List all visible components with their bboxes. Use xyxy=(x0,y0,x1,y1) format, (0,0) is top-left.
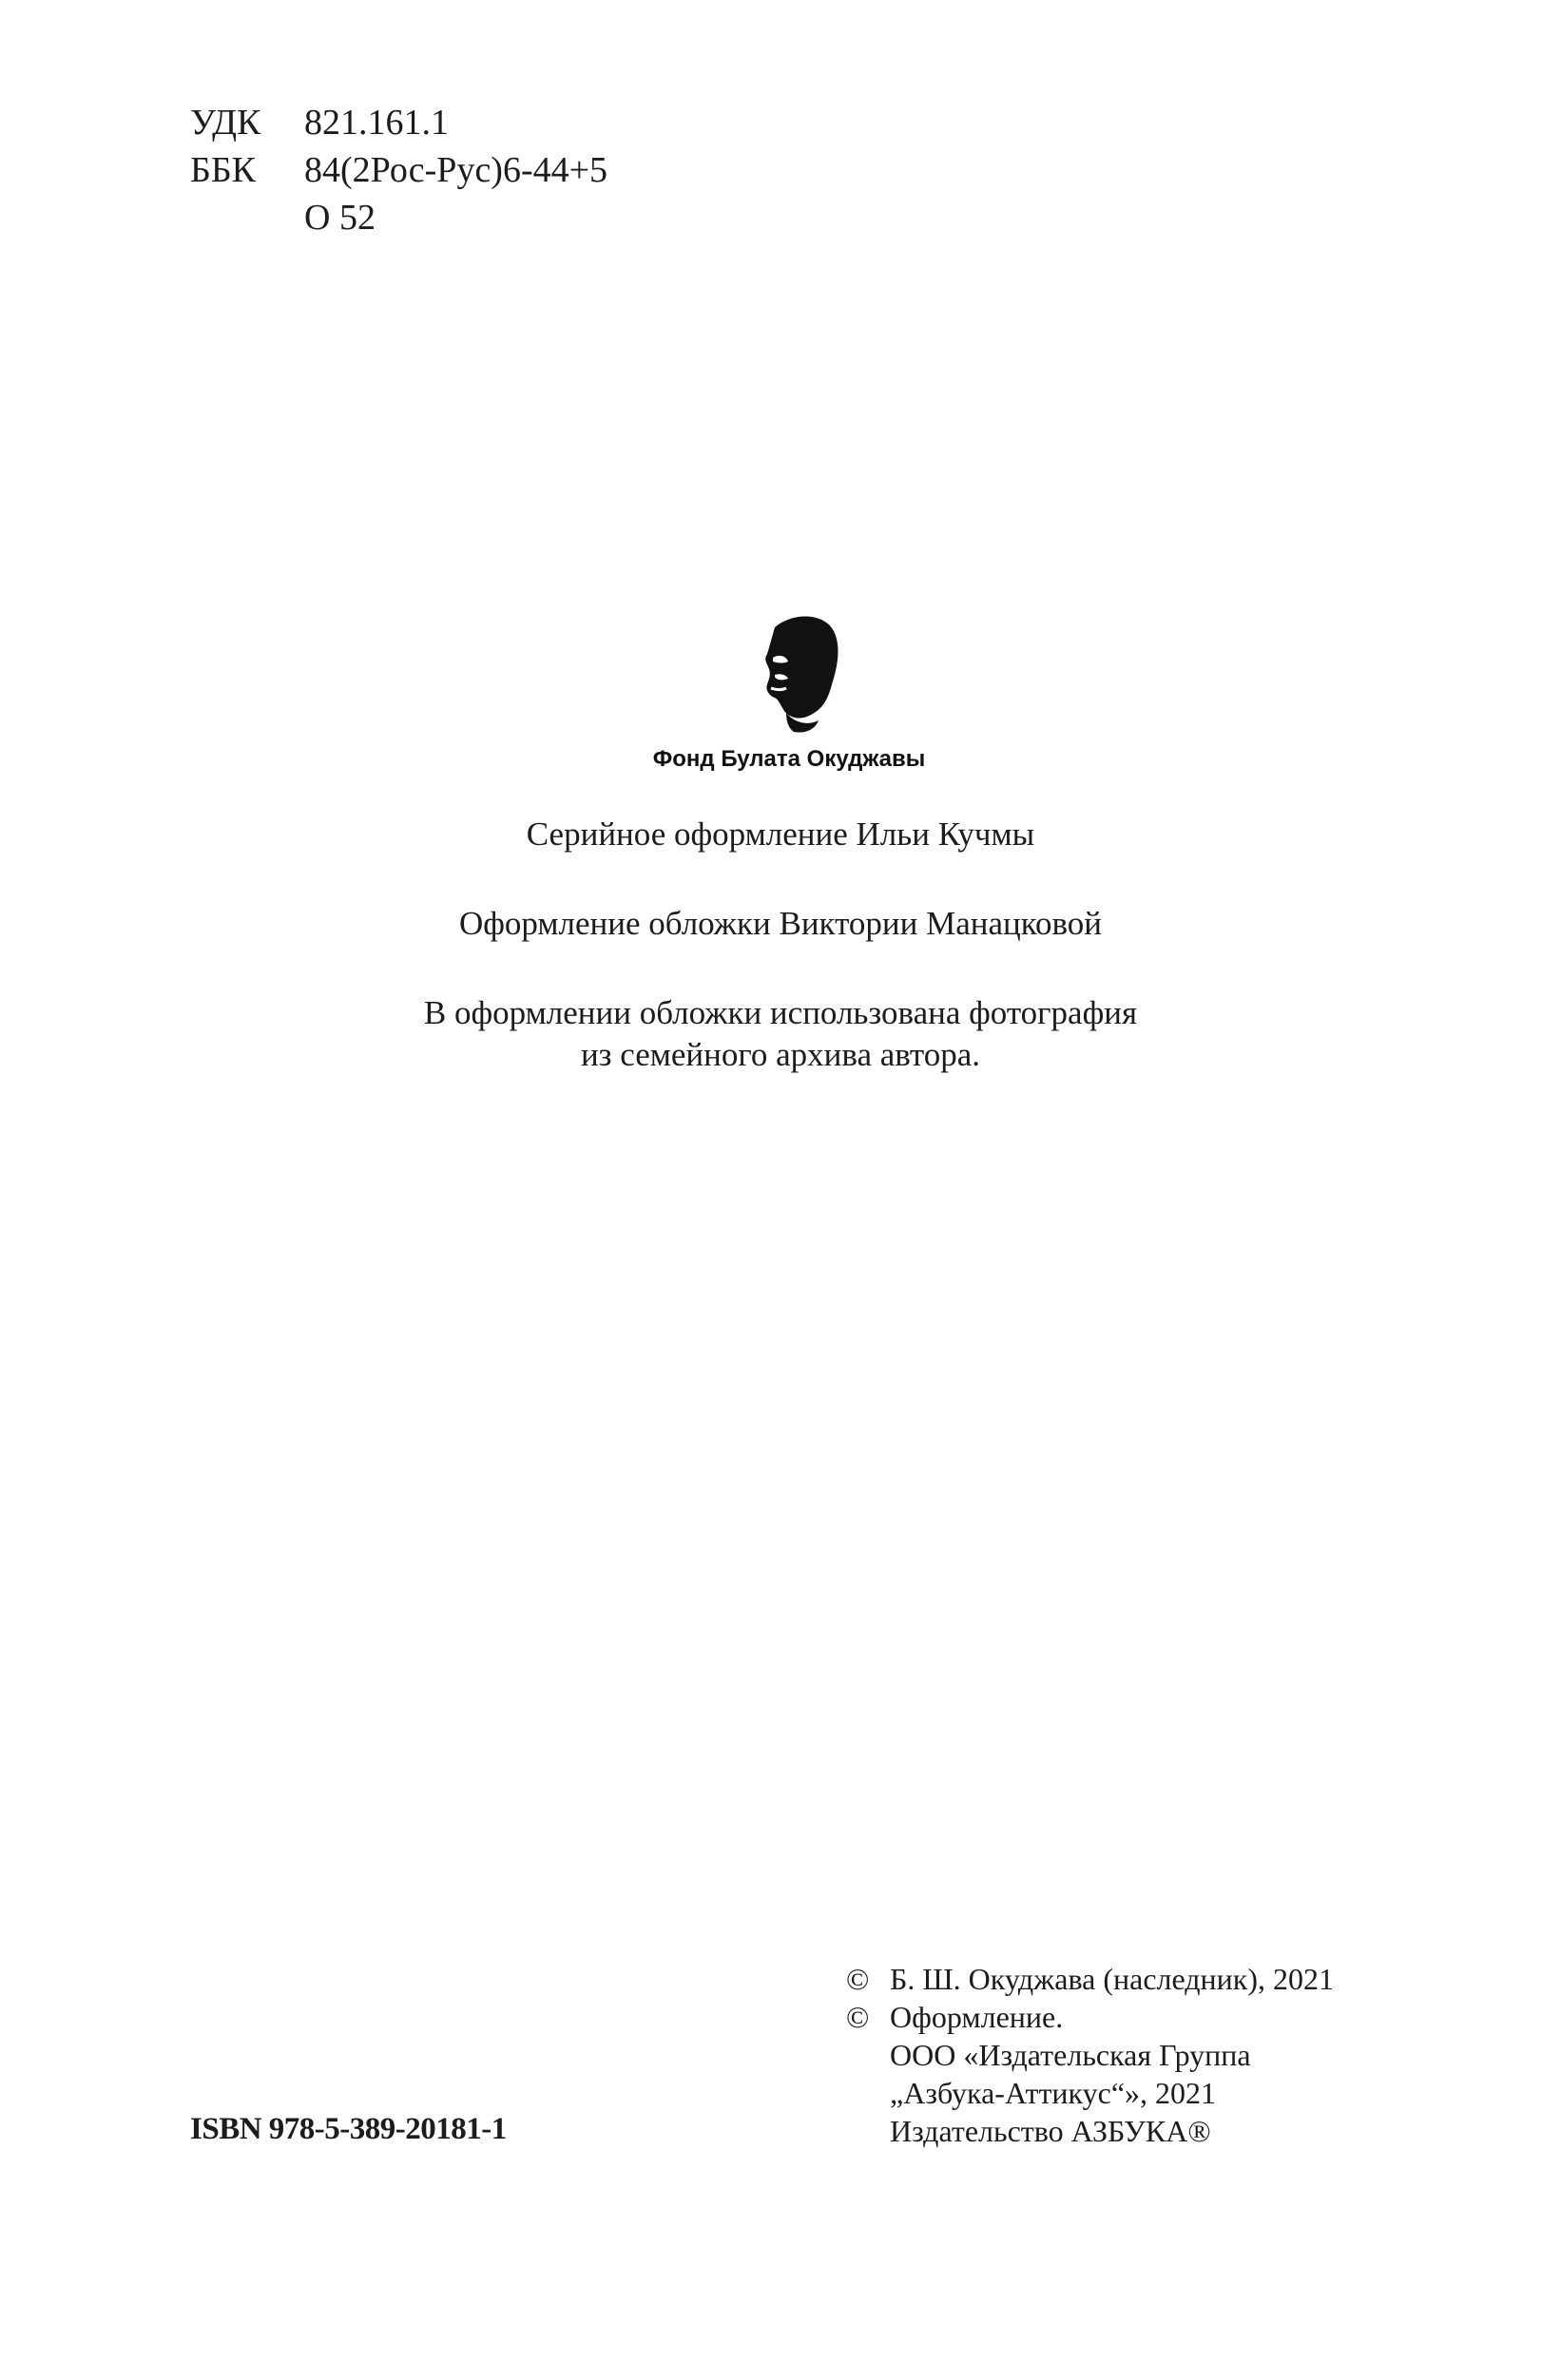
portrait-silhouette-icon xyxy=(652,608,926,779)
photo-credit-line1: В оформлении обложки использована фотография xyxy=(423,994,1138,1031)
cover-design-credit: Оформление обложки Виктории Манацковой xyxy=(458,905,1103,942)
copyright-author: Б. Ш. Окуджава (наследник), 2021 xyxy=(890,1962,1334,1996)
copyright-design: Оформление. xyxy=(890,2000,1064,2034)
copyright-icon: © xyxy=(846,2000,870,2034)
copyright-publisher-line1: ООО «Издательская Группа xyxy=(890,2038,1251,2072)
author-mark: О 52 xyxy=(304,198,376,238)
copyright-publisher-line2: „Азбука-Аттикус“», 2021 xyxy=(890,2076,1217,2110)
bbk-label: ББК xyxy=(190,150,256,190)
author-mark-row xyxy=(190,194,607,241)
udk-row xyxy=(190,99,607,146)
classification-block xyxy=(190,99,607,241)
copyright-publisher-line3: Издательство АЗБУКА® xyxy=(890,2114,1211,2148)
isbn: ISBN 978-5-389-20181-1 xyxy=(190,2112,507,2146)
photo-credit-line2: из семейного архива автора. xyxy=(580,1036,981,1073)
copyright-block xyxy=(846,1960,1334,2150)
foundation-logo xyxy=(652,608,926,779)
udk-label: УДК xyxy=(190,103,261,143)
bbk-row xyxy=(190,146,607,194)
copyright-icon: © xyxy=(846,1962,870,1996)
copyright-row-author xyxy=(846,1960,1334,1998)
udk-value: 821.161.1 xyxy=(304,103,449,143)
bbk-value: 84(2Рос-Рус)6-44+5 xyxy=(304,150,608,190)
photo-credit xyxy=(0,992,1561,1076)
logo-caption: Фонд Булата Окуджавы xyxy=(652,746,926,772)
series-design-credit: Серийное оформление Ильи Кучмы xyxy=(526,816,1035,853)
copyright-row-design xyxy=(846,1998,1334,2036)
